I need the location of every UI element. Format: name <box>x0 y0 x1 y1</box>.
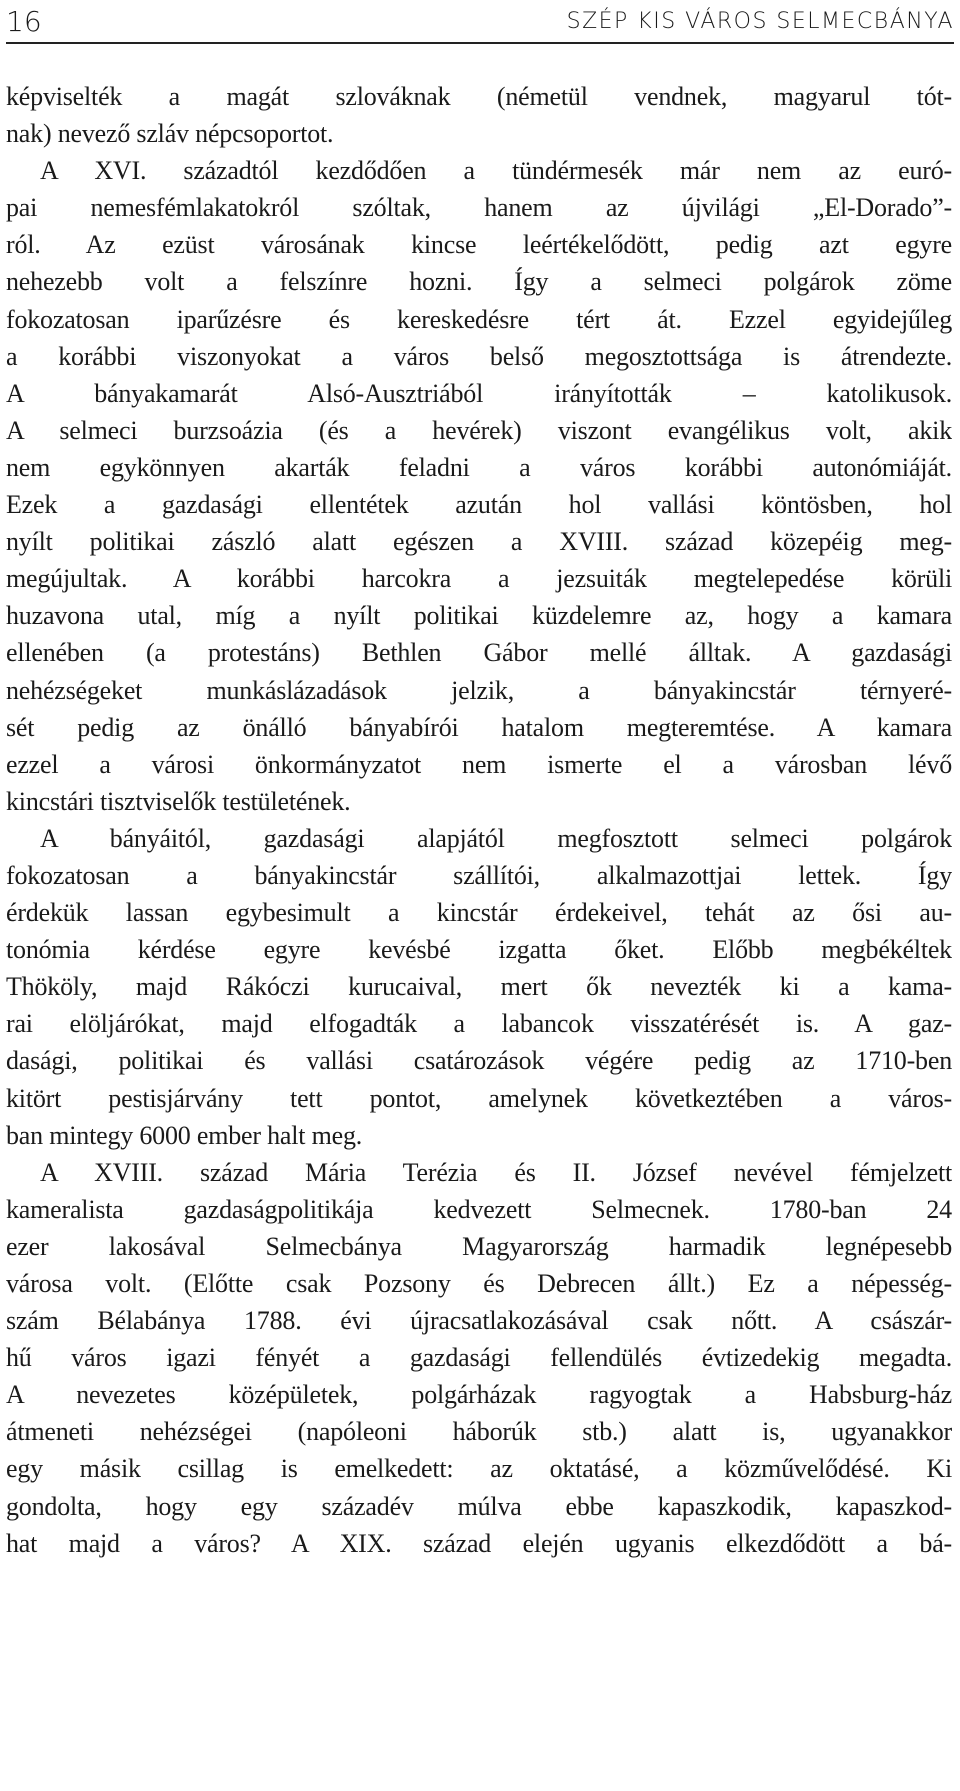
text-line: ban mintegy 6000 ember halt meg. <box>6 1120 363 1150</box>
text-line: gondolta, hogy egy századév múlva ebbe kapaszkodik, kapaszkod- <box>6 1491 952 1521</box>
running-head <box>6 4 954 40</box>
text-line: A bányáitól, gazdasági alapjától megfosztott selmeci polgárok <box>40 823 952 853</box>
text-line: A nevezetes középületek, polgárházak ragyogtak a Habsburg-ház <box>6 1380 952 1410</box>
text-line: kitört pestisjárvány tett pontot, amelynek következtében a város- <box>6 1083 952 1113</box>
page-number: 16 <box>6 5 42 38</box>
text-line: hat majd a város? A XIX. század elején ugyanis elkezdődött a bá- <box>6 1528 952 1558</box>
text-line: kameralista gazdaságpolitikája kedvezett Selmecnek. 1780-ban 24 <box>6 1194 952 1224</box>
text-line: nem egykönnyen akarták feladni a város korábbi autonómiáját. <box>6 452 952 482</box>
text-line: A bányakamarát Alsó-Ausztriából irányították – katolikusok. <box>6 378 952 408</box>
text-line: huzavona utal, míg a nyílt politikai küzdelemre az, hogy a kamara <box>6 601 952 631</box>
text-line: nyílt politikai zászló alatt egészen a XVIII. század közepéig meg- <box>6 527 952 557</box>
text-line: dasági, politikai és vallási csatározások végére pedig az 1710-ben <box>6 1046 952 1076</box>
text-line: képviselték a magát szlováknak (németül vendnek, magyarul tót- <box>6 82 952 111</box>
running-title: SZÉP KIS VÁROS SELMECBÁNYA <box>566 9 954 34</box>
text-line: egy másik csillag is emelkedett: az oktatásé, a közművelődésé. Ki <box>6 1454 952 1484</box>
text-line: fokozatosan iparűzésre és kereskedésre tért át. Ezzel egyidejűleg <box>6 304 952 334</box>
text-line: átmeneti nehézségei (napóleoni háborúk stb.) alatt is, ugyanakkor <box>6 1417 952 1447</box>
text-line: ellenében (a protestáns) Bethlen Gábor mellé álltak. A gazdasági <box>6 638 952 668</box>
text-line: rai elöljárókat, majd elfogadták a labancok visszatérését is. A gaz- <box>6 1009 952 1039</box>
text-line: érdekük lassan egybesimult a kincstár érdekeivel, tehát az ősi au- <box>6 898 952 928</box>
text-line: a korábbi viszonyokat a város belső megosztottsága is átrendezte. <box>6 341 952 371</box>
text-line: sét pedig az önálló bányabírói hatalom megteremtése. A kamara <box>6 712 952 742</box>
text-line: tonómia kérdése egyre kevésbé izgatta őket. Előbb megbékéltek <box>6 935 952 965</box>
text-line: A XVIII. század Mária Terézia és II. József nevével fémjelzett <box>40 1157 952 1187</box>
body-text <box>6 78 952 1562</box>
text-line: hű város igazi fényét a gazdasági fellendülés évtizedekig megadta. <box>6 1343 952 1373</box>
text-line: nehézségeket munkáslázadások jelzik, a bányakincstár térnyeré- <box>6 675 952 705</box>
text-line: A selmeci burzsoázia (és a hevérek) viszont evangélikus volt, akik <box>6 415 952 445</box>
text-line: szám Bélabánya 1788. évi újracsatlakozásával csak nőtt. A császár- <box>6 1306 952 1336</box>
text-line: ezer lakosával Selmecbánya Magyarország harmadik legnépesebb <box>6 1231 952 1261</box>
text-line: nak) nevező szláv népcsoportot. <box>6 119 334 149</box>
text-line: ezzel a városi önkormányzatot nem ismerte el a városban lévő <box>6 749 952 779</box>
text-line: ról. Az ezüst városának kincse leértékelődött, pedig azt egyre <box>6 230 952 260</box>
text-line: megújultak. A korábbi harcokra a jezsuiták megtelepedése körüli <box>6 564 952 594</box>
text-line: pai nemesfémlakatokról szóltak, hanem az újvilági „El-Dorado”- <box>6 193 952 223</box>
text-line: városa volt. (Előtte csak Pozsony és Debrecen állt.) Ez a népesség- <box>6 1269 952 1298</box>
text-line: nehezebb volt a felszínre hozni. Így a selmeci polgárok zöme <box>6 267 952 297</box>
text-line: A XVI. századtól kezdődően a tündérmesék már nem az euró- <box>40 156 952 186</box>
text-line: fokozatosan a bányakincstár szállítói, alkalmazottjai lettek. Így <box>6 860 952 890</box>
text-line: kincstári tisztviselők testületének. <box>6 786 351 816</box>
text-line: Thököly, majd Rákóczi kurucaival, mert ők nevezték ki a kama- <box>6 972 952 1002</box>
text-line: Ezek a gazdasági ellentétek azután hol vallási köntösben, hol <box>6 490 952 520</box>
header-rule <box>6 42 954 44</box>
